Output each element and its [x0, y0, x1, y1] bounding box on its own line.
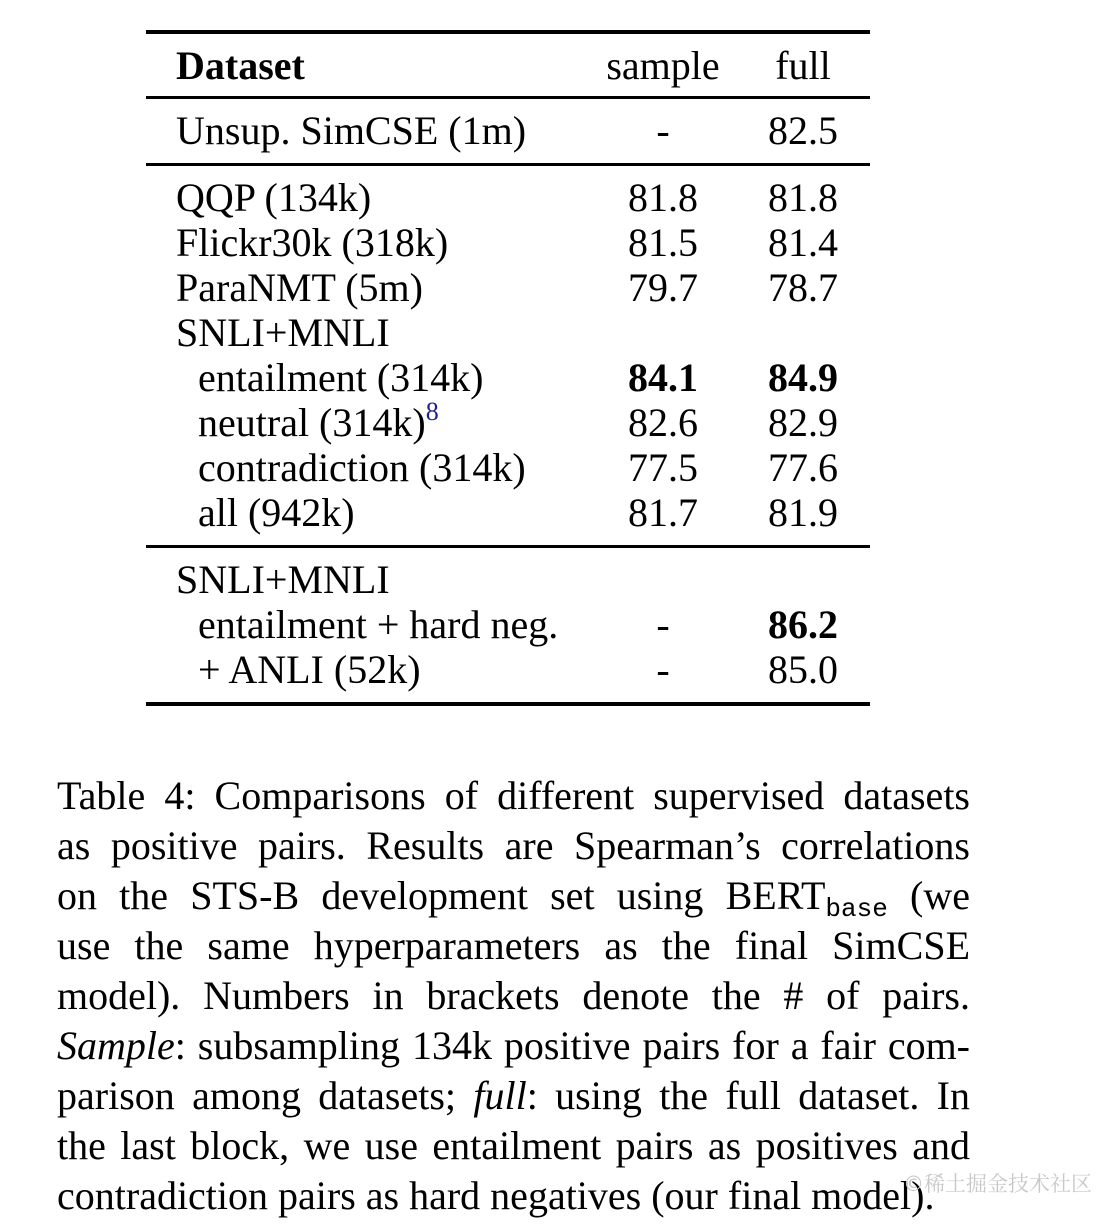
- row-sample-value: 77.5: [628, 445, 698, 490]
- row-full-value: 82.5: [768, 108, 838, 153]
- site-watermark: ©稀土掘金技术社区: [903, 1172, 1092, 1196]
- caption-line: [57, 921, 970, 971]
- row-sample-value: 84.1: [628, 355, 698, 400]
- caption-text: on the STS-B development set using BERT: [57, 873, 826, 918]
- caption-line: [57, 1021, 970, 1071]
- row-full-value: 82.9: [768, 400, 838, 445]
- row-label: contradiction (314k): [198, 445, 526, 490]
- caption-emph-full: full: [473, 1073, 527, 1118]
- caption-text: (we: [887, 873, 970, 918]
- row-sample-value: 81.7: [628, 490, 698, 535]
- row-label: entailment + hard neg.: [198, 602, 559, 647]
- row-full-value: 84.9: [768, 355, 838, 400]
- row-label: [146, 397, 590, 445]
- row-label: SNLI+MNLI: [176, 557, 390, 602]
- row-full-value: 81.9: [768, 490, 838, 535]
- caption-text: the last block, we use entailment pairs as positives and: [57, 1123, 970, 1168]
- results-table: [146, 30, 870, 706]
- row-full-value: 77.6: [768, 445, 838, 490]
- table-header-block: [146, 34, 870, 96]
- caption-text: contradiction pairs as hard negatives (our final model).: [57, 1173, 935, 1218]
- table-row: [146, 175, 870, 220]
- row-label-text: neutral (314k): [198, 400, 426, 445]
- table-block-unsupervised: [146, 99, 870, 163]
- caption-text: use the same hyperparameters as the final SimCSE: [57, 923, 970, 968]
- table-row: [146, 265, 870, 310]
- table-row: [146, 355, 870, 400]
- caption-text: Table 4: Comparisons of different supervised datasets: [57, 773, 970, 818]
- caption-text: model). Numbers in brackets denote the # of pairs.: [57, 973, 970, 1018]
- table-row: [146, 490, 870, 535]
- table-row: [146, 220, 870, 265]
- row-label: ParaNMT (5m): [176, 265, 423, 310]
- column-header-sample: sample: [606, 42, 720, 88]
- caption-text: parison among datasets;: [57, 1073, 474, 1118]
- caption-line: [57, 771, 970, 821]
- row-sample-value: -: [656, 108, 670, 153]
- row-label: entailment (314k): [198, 355, 484, 400]
- table-row: [146, 397, 870, 445]
- table-row: [146, 108, 870, 153]
- caption-text: : subsampling 134k positive pairs for a fair com-: [174, 1023, 970, 1068]
- table-bottom-rule: [146, 702, 870, 706]
- table-row: [146, 602, 870, 647]
- row-full-value: 81.4: [768, 220, 838, 265]
- row-label: SNLI+MNLI: [176, 310, 390, 355]
- row-full-value: 78.7: [768, 265, 838, 310]
- table-row: [146, 445, 870, 490]
- caption-line: [57, 1171, 970, 1221]
- caption-line: [57, 971, 970, 1021]
- row-sample-value: 81.8: [628, 175, 698, 220]
- row-label: QQP (134k): [176, 175, 372, 220]
- caption-line: [57, 821, 970, 871]
- table-row-group-heading: [146, 310, 870, 355]
- table-block-final-model: [146, 548, 870, 702]
- row-label: + ANLI (52k): [198, 647, 421, 692]
- row-sample-value: -: [656, 647, 670, 692]
- table-row-group-heading: [146, 557, 870, 602]
- bert-base-subscript: base: [825, 894, 888, 921]
- row-sample-value: 81.5: [628, 220, 698, 265]
- row-sample-value: -: [656, 602, 670, 647]
- table-row: [146, 647, 870, 692]
- caption-emph-sample: Sample: [57, 1023, 175, 1068]
- caption-line: [57, 871, 970, 921]
- caption-line: [57, 1071, 970, 1121]
- table-block-supervised: [146, 166, 870, 545]
- caption-text: : using the full dataset. In: [526, 1073, 970, 1118]
- row-label: Flickr30k (318k): [176, 220, 449, 265]
- row-label: all (942k): [198, 490, 355, 535]
- column-header-dataset: Dataset: [176, 42, 305, 88]
- row-sample-value: 79.7: [628, 265, 698, 310]
- table-header-row: [146, 34, 870, 96]
- row-full-value: 86.2: [768, 602, 838, 647]
- footnote-link-8[interactable]: 8: [425, 397, 439, 426]
- row-full-value: 81.8: [768, 175, 838, 220]
- row-label: Unsup. SimCSE (1m): [176, 108, 527, 153]
- row-full-value: 85.0: [768, 647, 838, 692]
- caption-line: [57, 1121, 970, 1171]
- column-header-full: full: [775, 42, 831, 88]
- row-sample-value: 82.6: [628, 400, 698, 445]
- table-caption: [57, 771, 970, 1221]
- caption-text: as positive pairs. Results are Spearman’s correlations: [57, 823, 970, 868]
